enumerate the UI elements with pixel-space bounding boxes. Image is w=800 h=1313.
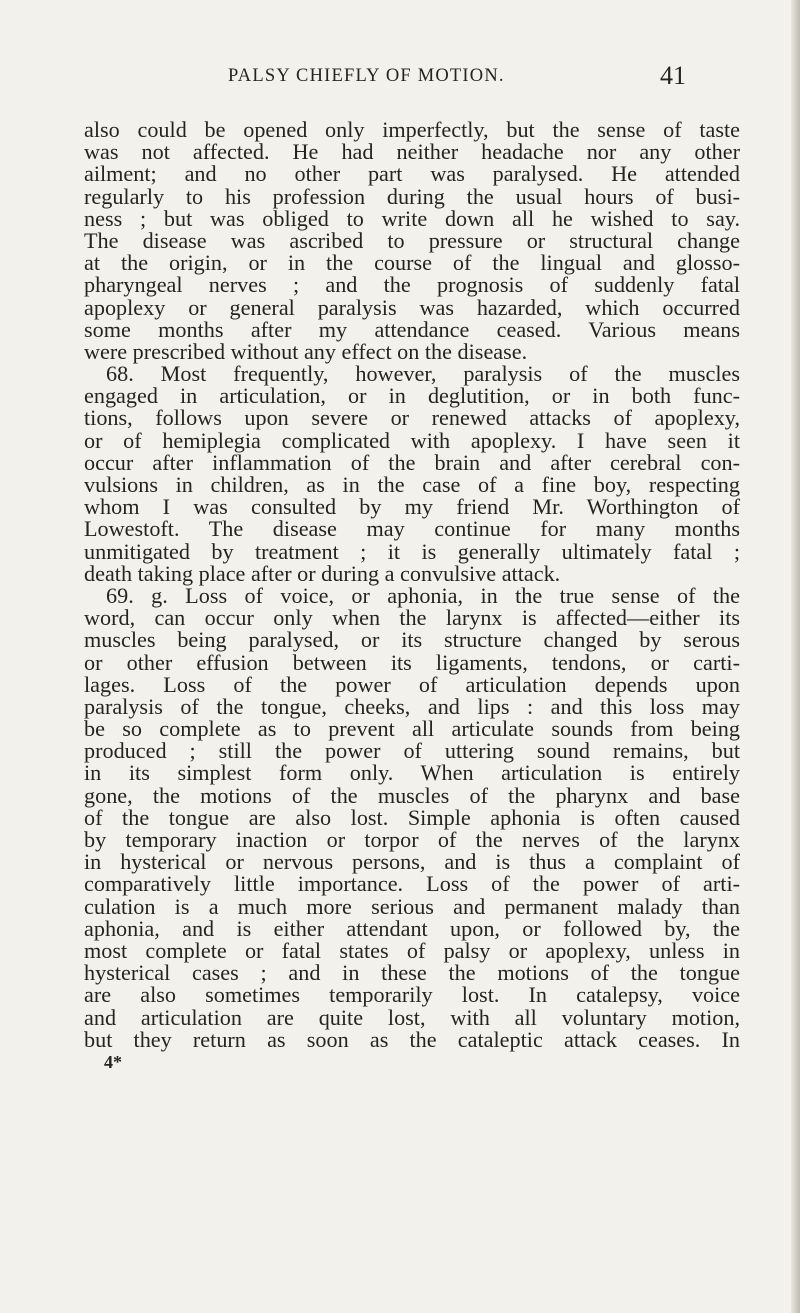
text-line: paralysis of the tongue, cheeks, and lips : and this loss may: [84, 693, 740, 719]
signature-mark: 4*: [104, 1051, 122, 1072]
text-line: tions, follows upon severe or renewed attacks of apoplexy,: [84, 405, 740, 431]
text-line: word, can occur only when the larynx is affected—either its: [84, 605, 740, 631]
text-line: ailment; and no other part was paralysed. He attended: [84, 161, 740, 187]
text-line: death taking place after or during a convulsive attack.: [84, 560, 561, 586]
text-line: are also sometimes temporarily lost. In catalepsy, voice: [84, 982, 740, 1008]
text-line: in hysterical or nervous persons, and is thus a complaint of: [84, 849, 740, 875]
text-line: occur after inflammation of the brain and after cerebral con-: [84, 449, 740, 475]
page-header: [0, 62, 800, 102]
text-line: whom I was consulted by my friend Mr. Worthington of: [84, 494, 740, 520]
text-line: in its simplest form only. When articulation is entirely: [84, 760, 740, 786]
text-line: vulsions in children, as in the case of a fine boy, respecting: [84, 472, 740, 497]
text-line: Lowestoft. The disease may continue for many months: [84, 516, 740, 542]
text-line: engaged in articulation, or in deglutition, or in both func-: [84, 383, 740, 409]
text-line: and articulation are quite lost, with all voluntary motion,: [84, 1004, 740, 1030]
text-line: regularly to his profession during the usual hours of busi-: [84, 183, 740, 209]
text-line: muscles being paralysed, or its structure changed by serous: [84, 627, 740, 653]
text-line: comparatively little importance. Loss of the power of arti-: [84, 871, 740, 897]
text-line: hysterical cases ; and in these the motions of the tongue: [84, 960, 740, 986]
text-line: was not affected. He had neither headache nor any other: [84, 139, 740, 165]
text-line: be so complete as to prevent all articulate sounds from being: [84, 716, 740, 742]
body-text: [84, 119, 740, 1073]
text-line: ness ; but was obliged to write down all he wished to say.: [84, 205, 740, 231]
text-line: but they return as soon as the cataleptic attack ceases. In: [84, 1026, 740, 1052]
text-line: also could be opened only imperfectly, but the sense of taste: [84, 117, 740, 142]
text-line: were prescribed without any effect on the disease.: [84, 338, 528, 364]
paragraph-68-start: 68. Most frequently, however, paralysis of the muscles: [106, 361, 740, 387]
text-line: of the tongue are also lost. Simple aphonia is often caused: [84, 804, 740, 830]
page-number: 41: [660, 61, 686, 90]
text-line: gone, the motions of the muscles of the pharynx and base: [84, 782, 740, 808]
text-line: The disease was ascribed to pressure or structural change: [84, 227, 740, 253]
text-line: or of hemiplegia complicated with apoplexy. I have seen it: [84, 427, 740, 453]
text-line: most complete or fatal states of palsy or apoplexy, unless in: [84, 937, 740, 963]
paragraph-69-start: 69. g. Loss of voice, or aphonia, in the true sense of the: [106, 582, 740, 608]
text-line: pharyngeal nerves ; and the prognosis of suddenly fatal: [84, 272, 740, 298]
text-line: produced ; still the power of uttering sound remains, but: [84, 738, 740, 764]
page-edge-shadow: [791, 0, 800, 1313]
text-line: aphonia, and is either attendant upon, or followed by, the: [84, 915, 740, 941]
text-line: apoplexy or general paralysis was hazarded, which occurred: [84, 294, 740, 320]
text-line: lages. Loss of the power of articulation depends upon: [84, 671, 740, 697]
running-head: PALSY CHIEFLY OF MOTION.: [228, 66, 505, 86]
text-line: at the origin, or in the course of the lingual and glosso-: [84, 250, 740, 276]
text-line: culation is a much more serious and permanent malady than: [84, 893, 740, 919]
text-line: or other effusion between its ligaments, tendons, or carti-: [84, 649, 740, 675]
text-line: some months after my attendance ceased. Various means: [84, 316, 740, 342]
text-line: by temporary inaction or torpor of the nerves of the larynx: [84, 827, 740, 852]
text-line: unmitigated by treatment ; it is generally ultimately fatal ;: [84, 538, 740, 564]
